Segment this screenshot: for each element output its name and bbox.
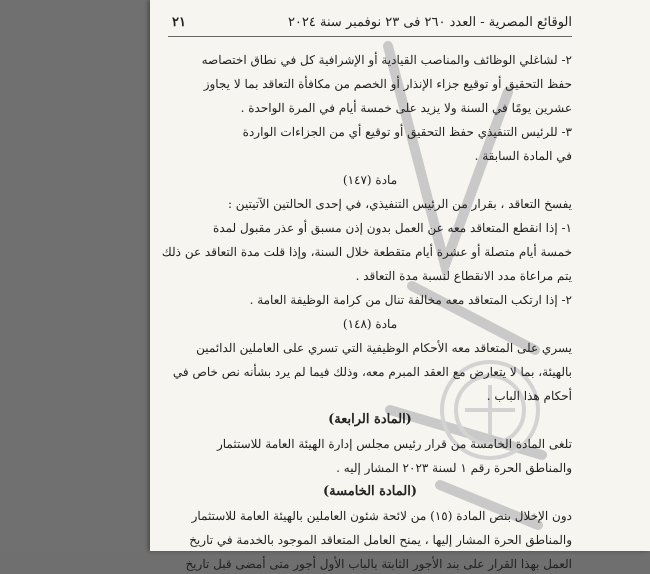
document-content [150, 0, 650, 571]
paragraph-line: يفسخ التعاقد ، بقرار من الرئيس التنفيذي، في إحدى الحالتين الآتيتين : [227, 197, 572, 211]
paragraph-line: تلغى المادة الخامسة من قرار رئيس مجلس إدارة الهيئة العامة للاستثمار [216, 437, 572, 451]
paragraph-line: ٢- لشاغلي الوظائف والمناصب القيادية أو الإشرافية كل في نطاق اختصاصه [201, 53, 572, 67]
paragraph-line: والمناطق الحرة المشار إليها ، يمنح العامل المتعاقد الموجود بالخدمة في تاريخ [189, 533, 572, 547]
paragraph-line: ٣- للرئيس التنفيذي حفظ التحقيق أو توقيع أي من الجزاءات الواردة [242, 125, 572, 139]
paragraph-line: يسري على المتعاقد معه الأحكام الوظيفية التي تسري على العاملين الدائمين [196, 341, 572, 355]
header-divider [168, 36, 572, 37]
gazette-page [150, 0, 650, 571]
paragraph-line: العمل بهذا القرار على بند الأجور الثابتة بالباب الأول أجور متى أمضى قبل تاريخ [185, 557, 572, 571]
gazette-header-title: الوقائع المصرية - العدد ٢٦٠ فى ٢٣ نوفمبر سنة ٢٠٢٤ [287, 15, 572, 30]
paragraph-line: أحكام هذا الباب . [486, 389, 572, 403]
section-heading: (المادة الرابعة) [328, 412, 412, 427]
paragraph-line: ٢- إذا ارتكب المتعاقد معه مخالفة تنال من كرامة الوظيفة العامة . [249, 293, 572, 307]
paragraph-line: في المادة السابقة . [474, 149, 572, 163]
paragraph-line: ١- إذا انقطع المتعاقد معه عن العمل بدون إذن مسبق أو عذر مقبول لمدة [213, 221, 572, 235]
article-number: مادة (١٤٨) [342, 317, 398, 331]
page-header [172, 12, 572, 34]
section-heading: (المادة الخامسة) [323, 484, 417, 499]
paragraph-line: عشرين يومًا في السنة ولا يزيد على خمسة أيام في المرة الواحدة . [240, 101, 572, 115]
page-number: ٢١ [172, 15, 186, 30]
article-number: مادة (١٤٧) [342, 173, 398, 187]
paragraph-line: دون الإخلال بنص المادة (١٥) من لائحة شئون العاملين بالهيئة العامة للاستثمار [191, 509, 572, 523]
paragraph-line: والمناطق الحرة رقم ١ لسنة ٢٠٢٣ المشار إليه . [336, 461, 572, 475]
paragraph-line: يتم مراعاة مدد الانقطاع لنسبة مدة التعاقد . [355, 269, 572, 283]
paragraph-line: بالهيئة، بما لا يتعارض مع العقد المبرم معه، وذلك فيما لم يرد بشأنه نص خاص في [172, 365, 572, 379]
paragraph-line: حفظ التحقيق أو توقيع جزاء الإنذار أو الخصم من مكافأة التعاقد بما لا يجاوز [203, 77, 572, 91]
paragraph-line: خمسة أيام متصلة أو عشرة أيام متقطعة خلال السنة، وإذا قلت مدة التعاقد عن ذلك [161, 245, 572, 259]
